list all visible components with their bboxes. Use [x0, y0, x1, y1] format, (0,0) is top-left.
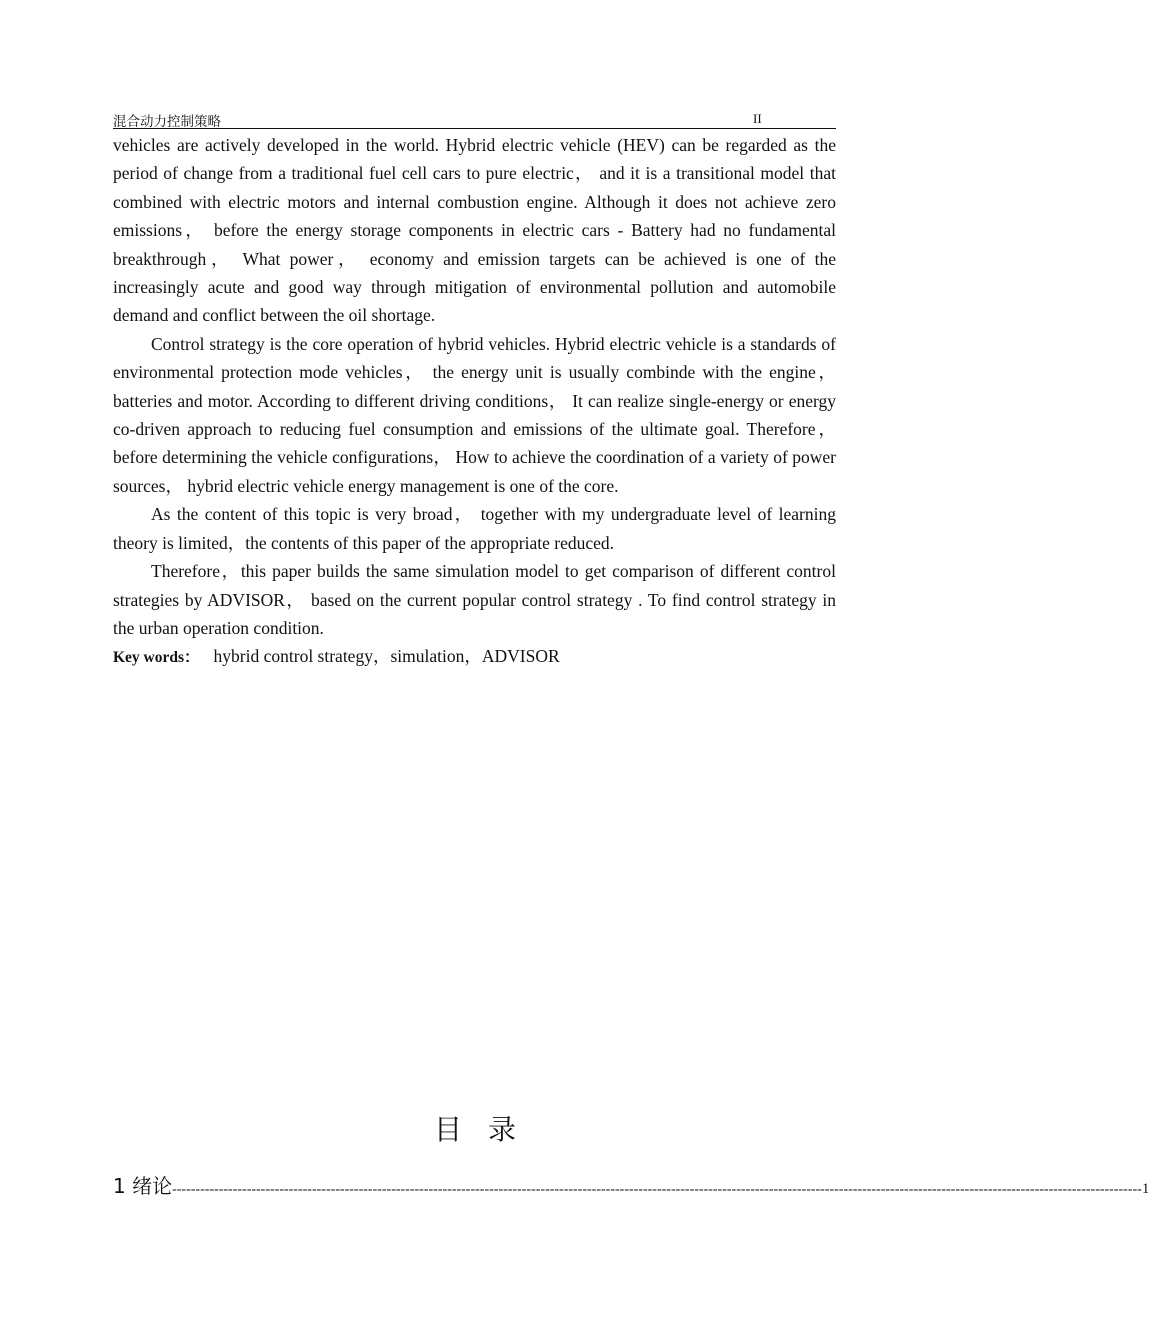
keywords-line — [113, 642, 836, 672]
header-page-number: II — [753, 111, 762, 126]
toc-entry-leader: ---------------------------------------------------------------------------------------------------------------------------------------------------------------------------------------------------------------- — [172, 1182, 1142, 1197]
toc-title: 目录 — [433, 1113, 542, 1146]
abstract-paragraph-3: As the content of this topic is very broad， together with my undergraduate level of learning theory is limited，the contents of this paper of the appropriate reduced. — [113, 504, 836, 553]
keywords-label: Key words： — [113, 649, 200, 667]
keywords-text: hybrid control strategy，simulation，ADVISOR — [213, 646, 560, 667]
page-header — [113, 109, 836, 129]
abstract-body — [113, 131, 836, 673]
toc-entry[interactable] — [113, 1170, 1149, 1200]
abstract-paragraph-1: vehicles are actively developed in the world. Hybrid electric vehicle (HEV) can be regarded as the period of change from a traditional fuel cell cars to pure electric， and it is a transitional model that combined with electric motors and internal combustion engine. Although it does not achieve zero emissions， before the energy storage components in electric cars - Battery had no fundamental breakthrough， What power， economy and emission targets can be achieved is one of the increasingly acute and good way through mitigation of environmental pollution and automobile demand and conflict between the oil shortage. — [113, 135, 836, 326]
toc-entry-page: 1 — [1141, 1181, 1149, 1197]
abstract-paragraph-4: Therefore，this paper builds the same simulation model to get comparison of different control strategies by ADVISOR， based on the current popular control strategy . To find control strategy in the urban operation condition. — [113, 561, 836, 638]
header-title: 混合动力控制策略 — [113, 114, 221, 130]
abstract-paragraph-2: Control strategy is the core operation of hybrid vehicles. Hybrid electric vehicle is a standards of environmental protection mode vehicles， the energy unit is usually combinde with the engine， batteries and motor. According to different driving conditions， It can realize single-energy or energy co-driven approach to reducing fuel consumption and emissions of the ultimate goal. Therefore， before determining the vehicle configurations， How to achieve the coordination of a variety of power sources， hybrid electric vehicle energy management is one of the core. — [113, 333, 836, 496]
toc-entry-label: 1 绪论 — [113, 1174, 173, 1198]
